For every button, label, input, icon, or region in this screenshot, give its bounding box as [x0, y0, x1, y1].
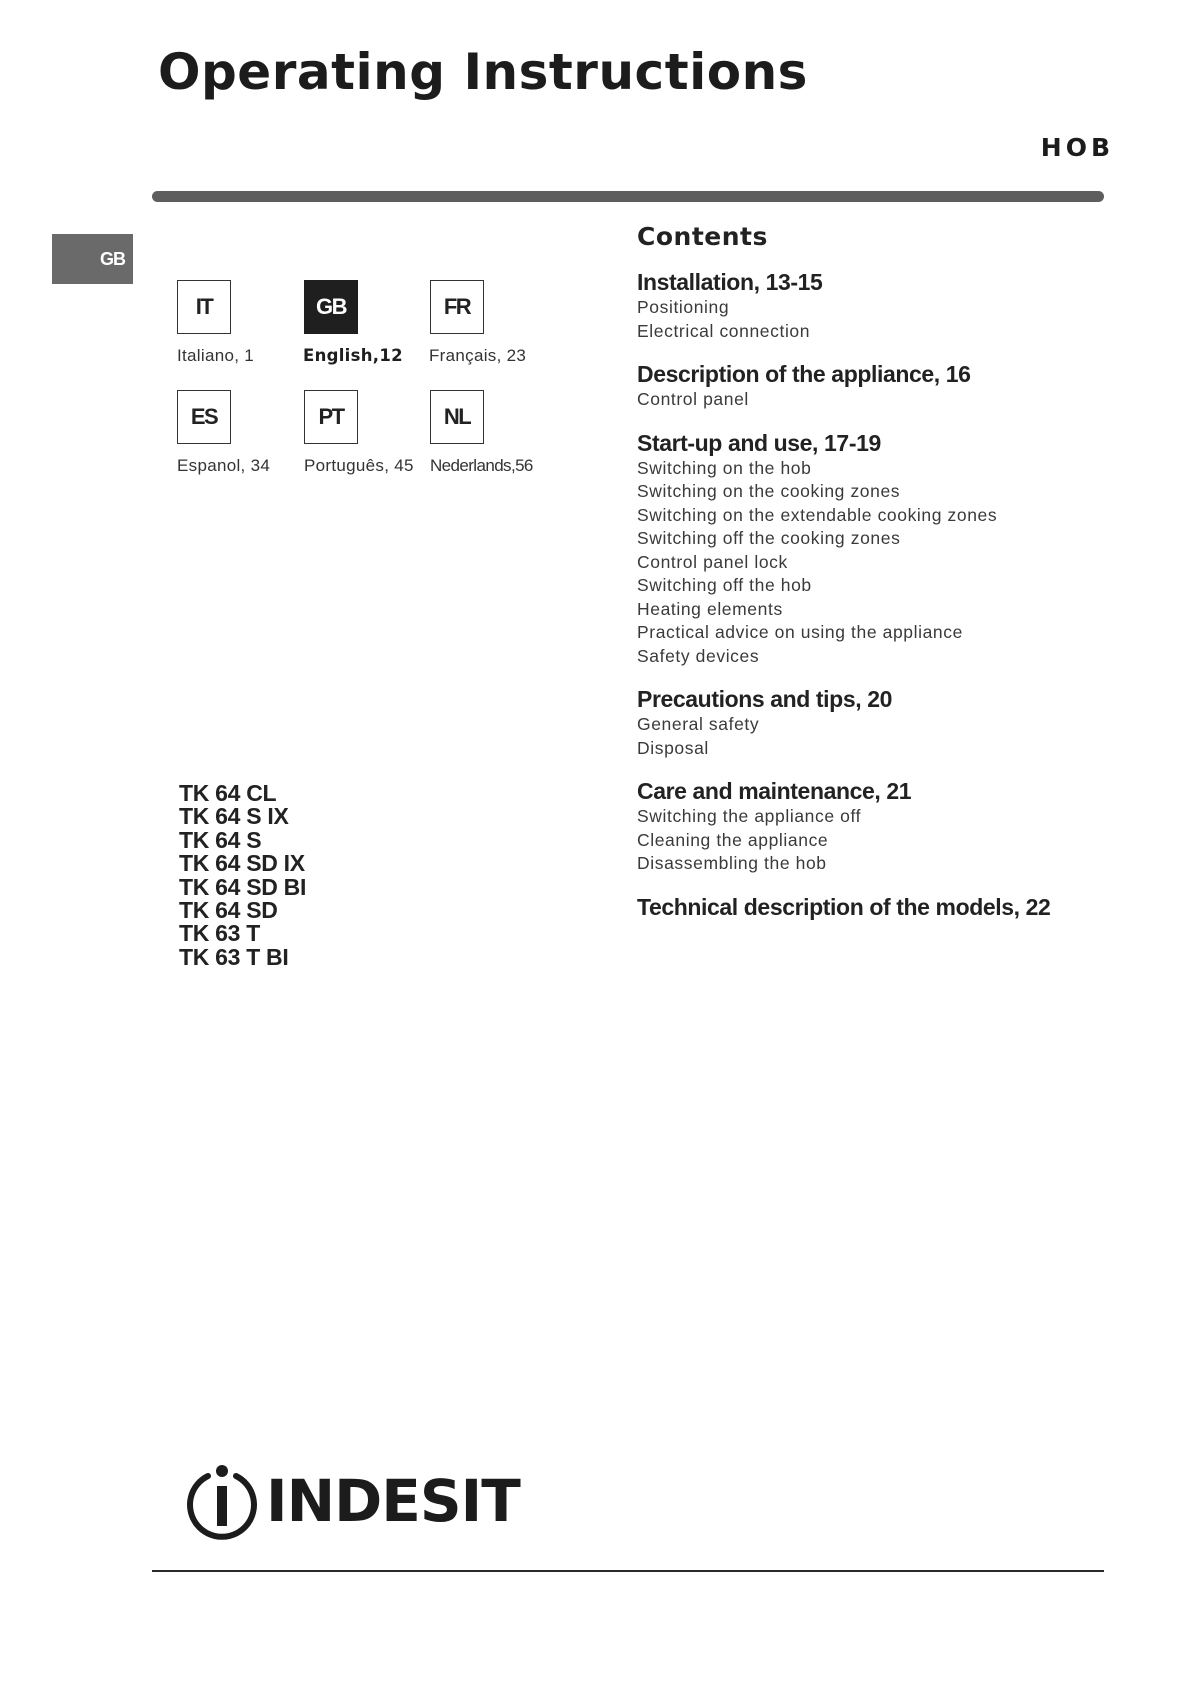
header-rule	[152, 191, 1104, 202]
toc-section-title[interactable]: Description of the appliance, 16	[637, 361, 971, 387]
model-name: TK 63 T BI	[179, 943, 289, 970]
contents-title: Contents	[637, 222, 768, 251]
model-name: TK 63 T	[179, 920, 260, 947]
brand-wordmark: INDESIT	[266, 1467, 520, 1535]
toc-item[interactable]: Switching off the hob	[637, 575, 812, 595]
lang-label-es[interactable]: Espanol, 34	[177, 456, 271, 475]
lang-label-gb[interactable]: English,12	[303, 346, 403, 365]
toc-item[interactable]: Practical advice on using the appliance	[637, 622, 963, 642]
toc-section-description	[637, 361, 1107, 412]
lang-box-gb[interactable]: GB	[304, 280, 358, 334]
model-name: TK 64 SD	[179, 897, 278, 924]
model-name: TK 64 S	[179, 826, 262, 853]
toc-item[interactable]: Electrical connection	[637, 320, 811, 341]
toc-section-title[interactable]: Precautions and tips, 20	[637, 686, 892, 712]
lang-box-es[interactable]: ES	[177, 390, 231, 444]
toc-section-technical	[637, 894, 1107, 921]
table-of-contents	[637, 222, 1107, 939]
lang-label-it[interactable]: Italiano, 1	[177, 346, 255, 365]
toc-item[interactable]: Switching off the cooking zones	[637, 528, 901, 548]
lang-box-fr[interactable]: FR	[430, 280, 484, 334]
lang-box-nl[interactable]: NL	[430, 390, 484, 444]
toc-item[interactable]: Disassembling the hob	[637, 853, 827, 873]
toc-item[interactable]: Switching on the cooking zones	[637, 481, 901, 501]
toc-section-care	[637, 778, 1107, 876]
lang-box-pt[interactable]: PT	[304, 390, 358, 444]
toc-item[interactable]: Cleaning the appliance	[637, 829, 829, 850]
toc-item[interactable]: Safety devices	[637, 645, 760, 666]
toc-item[interactable]: Disposal	[637, 737, 709, 758]
toc-item[interactable]: Control panel lock	[637, 551, 788, 572]
indesit-logo-icon	[186, 1462, 258, 1540]
toc-item[interactable]: General safety	[637, 714, 760, 734]
toc-item[interactable]: Switching on the extendable cooking zones	[637, 504, 998, 525]
toc-item[interactable]: Positioning	[637, 297, 730, 317]
model-name: TK 64 CL	[179, 780, 277, 806]
language-side-tab: GB	[52, 234, 133, 284]
toc-section-title[interactable]: Start-up and use, 17-19	[637, 429, 881, 456]
brand-logo	[186, 1462, 520, 1540]
toc-section-startup	[637, 430, 1107, 669]
lang-label-nl[interactable]: Nederlands,56	[430, 456, 533, 475]
toc-section-title[interactable]: Technical description of the models, 22	[637, 893, 1051, 920]
toc-item[interactable]: Switching on the hob	[637, 457, 812, 478]
toc-item[interactable]: Switching the appliance off	[637, 806, 862, 826]
toc-section-title[interactable]: Installation, 13-15	[637, 269, 823, 295]
model-list	[179, 782, 306, 969]
lang-label-fr[interactable]: Français, 23	[429, 346, 527, 365]
toc-section-installation	[637, 269, 1107, 343]
toc-section-title[interactable]: Care and maintenance, 21	[637, 778, 912, 804]
toc-item[interactable]: Control panel	[637, 389, 749, 409]
footer-rule	[152, 1570, 1104, 1572]
model-name: TK 64 S IX	[179, 803, 289, 830]
toc-item[interactable]: Heating elements	[637, 598, 783, 619]
page-title: Operating Instructions	[158, 43, 808, 101]
model-name: TK 64 SD IX	[179, 850, 305, 877]
document-type: HOB	[1040, 133, 1114, 162]
lang-label-pt[interactable]: Português, 45	[304, 456, 414, 475]
model-name: TK 64 SD BI	[179, 873, 307, 900]
toc-section-precautions	[637, 686, 1107, 760]
lang-box-it[interactable]: IT	[177, 280, 231, 334]
